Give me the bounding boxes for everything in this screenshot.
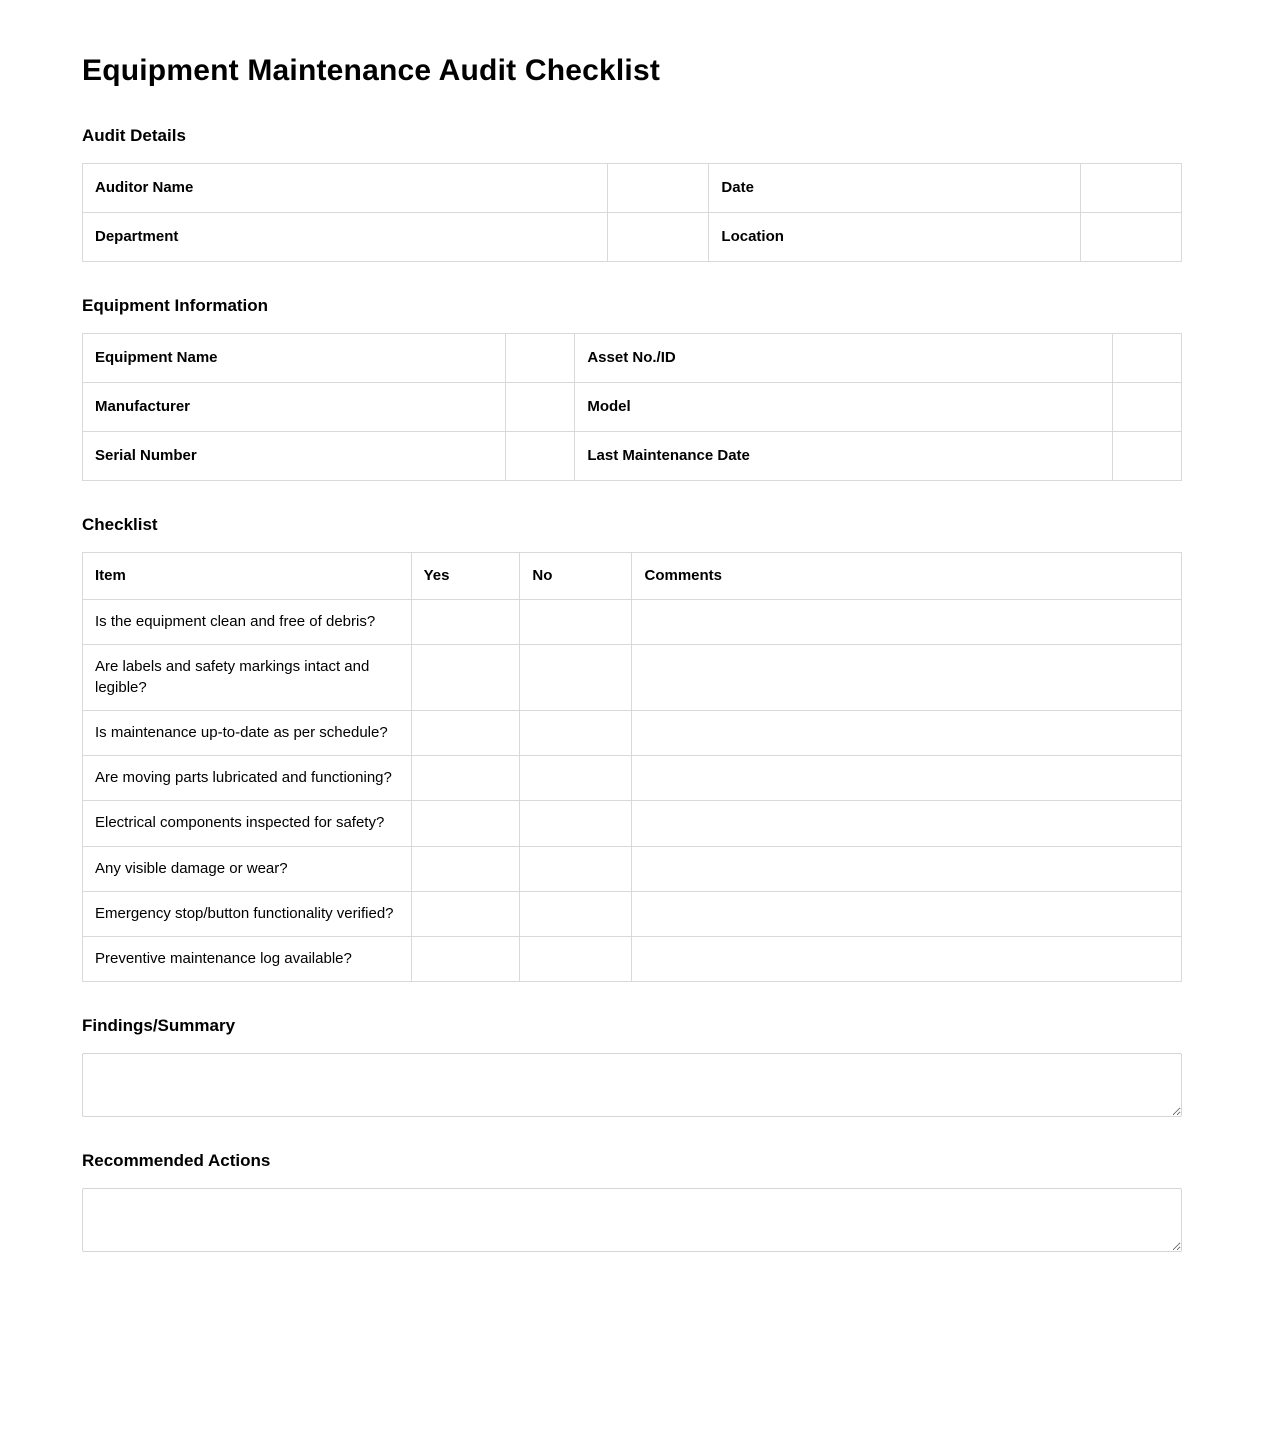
last-maintenance-date-value-cell bbox=[1112, 432, 1181, 481]
checklist-row bbox=[83, 801, 1182, 846]
equipment-name-value-cell bbox=[506, 334, 575, 383]
section-heading-checklist: Checklist bbox=[82, 515, 158, 534]
location-value-cell bbox=[1080, 213, 1181, 262]
department-label: Department bbox=[83, 213, 608, 262]
page-title: Equipment Maintenance Audit Checklist bbox=[82, 54, 661, 87]
section-heading-audit-details: Audit Details bbox=[82, 126, 186, 145]
column-header-yes: Yes bbox=[411, 553, 520, 600]
no-cell bbox=[520, 846, 632, 891]
column-header-comments: Comments bbox=[632, 553, 1182, 600]
no-cell bbox=[520, 801, 632, 846]
yes-cell bbox=[411, 891, 520, 936]
table-row bbox=[83, 164, 1182, 213]
table-row bbox=[83, 432, 1182, 481]
no-cell bbox=[520, 937, 632, 982]
checklist-row bbox=[83, 846, 1182, 891]
section-heading-findings-summary: Findings/Summary bbox=[82, 1016, 236, 1036]
yes-cell bbox=[411, 846, 520, 891]
location-label: Location bbox=[709, 213, 1080, 262]
comments-cell bbox=[632, 710, 1182, 755]
recommended-actions-input[interactable] bbox=[82, 1188, 1182, 1252]
asset-no-label: Asset No./ID bbox=[575, 334, 1112, 383]
comments-cell bbox=[632, 937, 1182, 982]
table-row bbox=[83, 383, 1182, 432]
checklist-row bbox=[83, 600, 1182, 645]
no-cell bbox=[520, 756, 632, 801]
comments-cell bbox=[632, 600, 1182, 645]
checklist-question: Are labels and safety markings intact and legible? bbox=[83, 645, 412, 711]
section-heading-equipment-information: Equipment Information bbox=[82, 296, 269, 315]
yes-cell bbox=[411, 801, 520, 846]
model-value-cell bbox=[1112, 383, 1181, 432]
checklist-row bbox=[83, 891, 1182, 936]
department-value-cell bbox=[608, 213, 709, 262]
comments-cell bbox=[632, 645, 1182, 711]
auditor-name-value-cell bbox=[608, 164, 709, 213]
checklist-question: Any visible damage or wear? bbox=[83, 846, 412, 891]
yes-cell bbox=[411, 937, 520, 982]
checklist-row bbox=[83, 937, 1182, 982]
checklist-question: Is the equipment clean and free of debris? bbox=[83, 600, 412, 645]
equipment-information-table bbox=[82, 333, 1182, 481]
checklist-question: Electrical components inspected for safety? bbox=[83, 801, 412, 846]
no-cell bbox=[520, 600, 632, 645]
table-row bbox=[83, 213, 1182, 262]
checklist-row bbox=[83, 710, 1182, 755]
section-heading-recommended-actions: Recommended Actions bbox=[82, 1151, 271, 1171]
audit-details-table bbox=[82, 163, 1182, 262]
yes-cell bbox=[411, 756, 520, 801]
manufacturer-value-cell bbox=[506, 383, 575, 432]
yes-cell bbox=[411, 645, 520, 711]
no-cell bbox=[520, 710, 632, 755]
table-row bbox=[83, 334, 1182, 383]
serial-number-label: Serial Number bbox=[83, 432, 506, 481]
checklist-question: Preventive maintenance log available? bbox=[83, 937, 412, 982]
asset-no-value-cell bbox=[1112, 334, 1181, 383]
last-maintenance-date-label: Last Maintenance Date bbox=[575, 432, 1112, 481]
no-cell bbox=[520, 645, 632, 711]
findings-summary-input[interactable] bbox=[82, 1053, 1182, 1117]
equipment-name-label: Equipment Name bbox=[83, 334, 506, 383]
comments-cell bbox=[632, 756, 1182, 801]
comments-cell bbox=[632, 846, 1182, 891]
checklist-row bbox=[83, 756, 1182, 801]
column-header-item: Item bbox=[83, 553, 412, 600]
yes-cell bbox=[411, 710, 520, 755]
auditor-name-label: Auditor Name bbox=[83, 164, 608, 213]
checklist-question: Are moving parts lubricated and functioning? bbox=[83, 756, 412, 801]
checklist-question: Is maintenance up-to-date as per schedule? bbox=[83, 710, 412, 755]
checklist-table bbox=[82, 552, 1182, 982]
comments-cell bbox=[632, 891, 1182, 936]
manufacturer-label: Manufacturer bbox=[83, 383, 506, 432]
no-cell bbox=[520, 891, 632, 936]
checklist-row bbox=[83, 645, 1182, 711]
model-label: Model bbox=[575, 383, 1112, 432]
checklist-header-row bbox=[83, 553, 1182, 600]
date-value-cell bbox=[1080, 164, 1181, 213]
checklist-question: Emergency stop/button functionality verified? bbox=[83, 891, 412, 936]
yes-cell bbox=[411, 600, 520, 645]
serial-number-value-cell bbox=[506, 432, 575, 481]
column-header-no: No bbox=[520, 553, 632, 600]
date-label: Date bbox=[709, 164, 1080, 213]
comments-cell bbox=[632, 801, 1182, 846]
